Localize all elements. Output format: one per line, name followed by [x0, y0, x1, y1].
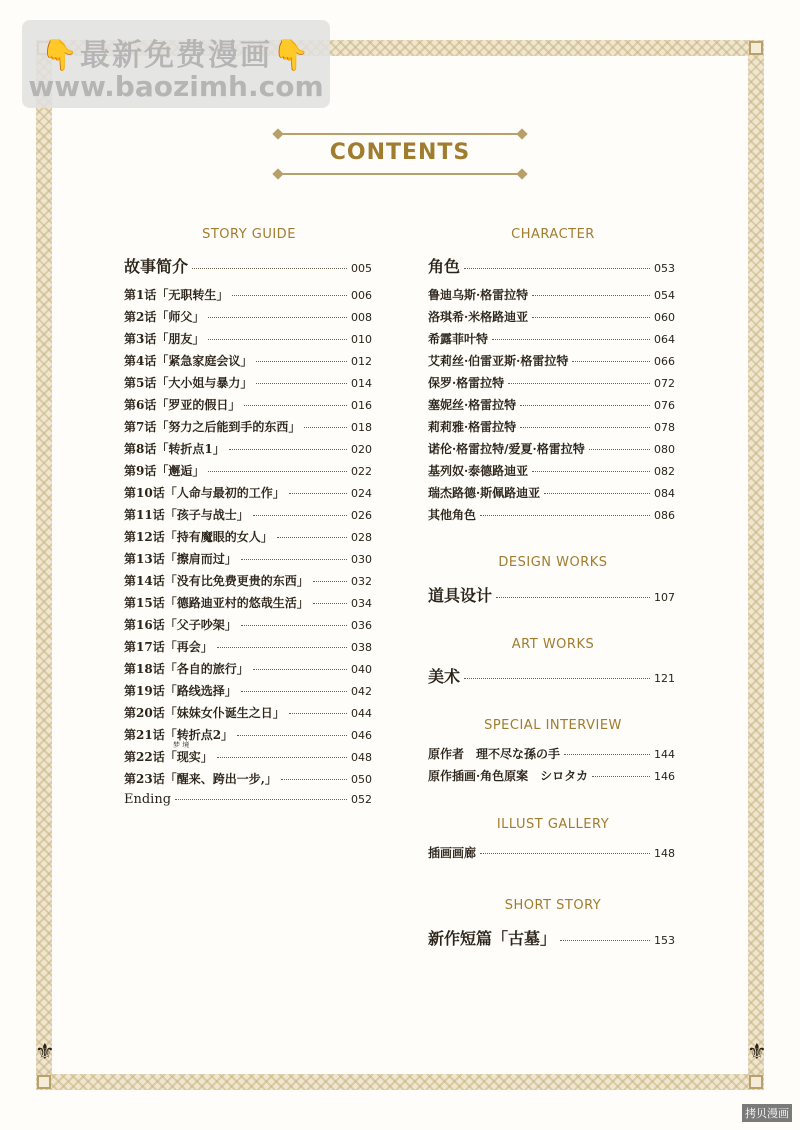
toc-entry-chapter[interactable]: 第9话「邂逅」 022: [124, 464, 372, 478]
corner-watermark: 拷贝漫画: [742, 1104, 792, 1122]
section-heading-design-works: DESIGN WORKS: [498, 555, 608, 570]
title-rule-bottom: [282, 173, 518, 175]
toc-entry-character-item[interactable]: 莉莉雅·格雷拉特 078: [428, 420, 675, 434]
leader-dots: [508, 383, 650, 384]
fleur-ornament-icon: ⚜: [35, 1040, 55, 1065]
leader-dots: [520, 405, 650, 406]
leader-dots: [237, 735, 347, 736]
leader-dots: [208, 339, 347, 340]
leader-dots: [208, 317, 347, 318]
leader-dots: [480, 853, 650, 854]
toc-entry-chapter[interactable]: 第23话「醒来、跨出一步,」 050: [124, 772, 372, 786]
toc-entry-character-item[interactable]: 鲁迪乌斯·格雷拉特 054: [428, 288, 675, 302]
toc-entry-character-item[interactable]: 塞妮丝·格雷拉特 076: [428, 398, 675, 412]
toc-entry-short-story[interactable]: 新作短篇「古墓」 153: [428, 929, 675, 948]
toc-entry-chapter[interactable]: 第18话「各自的旅行」 040: [124, 662, 372, 676]
diamond-ornament-icon: [516, 168, 527, 179]
toc-entry-character-item[interactable]: 诺伦·格雷拉特/爱夏·格雷拉特 080: [428, 442, 675, 456]
frame-bottom-border: [36, 1074, 764, 1090]
frame-corner-tr: [749, 41, 763, 55]
toc-entry-chapter[interactable]: 第3话「朋友」 010: [124, 332, 372, 346]
leader-dots: [304, 427, 347, 428]
toc-entry-chapter[interactable]: 第2话「师父」 008: [124, 310, 372, 324]
watermark-url: www.baozimh.com: [28, 70, 324, 103]
leader-dots: [175, 799, 347, 800]
leader-dots: [256, 383, 347, 384]
leader-dots: [532, 471, 650, 472]
leader-dots: [464, 268, 650, 269]
frame-left-border: [35, 40, 55, 1090]
toc-entry-interview-illustrator[interactable]: 原作插画·角色原案 シロタカ 146: [428, 769, 675, 783]
frame-corner-br: [749, 1075, 763, 1089]
leader-dots: [256, 361, 347, 362]
leader-dots: [241, 625, 347, 626]
pointing-hand-icon: 👇: [272, 38, 312, 73]
leader-dots: [241, 691, 347, 692]
leader-dots: [592, 776, 650, 777]
leader-dots: [520, 427, 650, 428]
leader-dots: [532, 317, 650, 318]
section-heading-special-interview: SPECIAL INTERVIEW: [484, 718, 622, 733]
leader-dots: [313, 603, 347, 604]
leader-dots: [244, 405, 347, 406]
contents-header: [272, 126, 528, 182]
toc-entry-chapter[interactable]: 第1话「无职转生」 006: [124, 288, 372, 302]
leader-dots: [192, 268, 347, 269]
toc-entry-art-works[interactable]: 美术 121: [428, 667, 675, 686]
toc-entry-chapter[interactable]: 第12话「持有魔眼的女人」 028: [124, 530, 372, 544]
leader-dots: [464, 678, 650, 679]
section-heading-short-story: SHORT STORY: [504, 898, 602, 913]
leader-dots: [229, 449, 347, 450]
leader-dots: [277, 537, 347, 538]
frame-corner-bl: [37, 1075, 51, 1089]
toc-entry-character-item[interactable]: 其他角色 086: [428, 508, 675, 522]
leader-dots: [253, 669, 347, 670]
toc-entry-chapter[interactable]: 第4话「紧急家庭会议」 012: [124, 354, 372, 368]
toc-entry-chapter[interactable]: 第15话「德路迪亚村的悠哉生活」 034: [124, 596, 372, 610]
leader-dots: [492, 339, 650, 340]
toc-entry-summary[interactable]: 故事简介 005: [124, 257, 372, 276]
leader-dots: [572, 361, 650, 362]
page-title: CONTENTS: [329, 140, 471, 165]
leader-dots: [208, 471, 347, 472]
leader-dots: [313, 581, 347, 582]
leader-dots: [289, 493, 347, 494]
leader-dots: [496, 597, 650, 598]
leader-dots: [589, 449, 650, 450]
leader-dots: [480, 515, 650, 516]
toc-entry-interview-author[interactable]: 原作者 理不尽な孫の手 144: [428, 747, 675, 761]
frame-right-border: [747, 40, 767, 1090]
pointing-hand-icon: 👇: [40, 38, 80, 73]
toc-entry-character[interactable]: 角色 053: [428, 257, 675, 276]
toc-entry-illust-gallery[interactable]: 插画画廊 148: [428, 846, 675, 860]
toc-entry-chapter[interactable]: 第11话「孩子与战士」 026: [124, 508, 372, 522]
leader-dots: [281, 779, 347, 780]
leader-dots: [217, 757, 347, 758]
toc-entry-ending[interactable]: Ending 052: [124, 792, 372, 807]
diamond-ornament-icon: [272, 168, 283, 179]
toc-entry-character-item[interactable]: 基列奴·泰德路迪亚 082: [428, 464, 675, 478]
leader-dots: [560, 940, 650, 941]
toc-entry-chapter[interactable]: 第17话「再会」 038: [124, 640, 372, 654]
watermark-banner: [22, 20, 330, 108]
toc-entry-chapter[interactable]: 第8话「转折点1」 020: [124, 442, 372, 456]
toc-entry-chapter[interactable]: 第13话「擦肩而过」 030: [124, 552, 372, 566]
toc-entry-character-item[interactable]: 保罗·格雷拉特 072: [428, 376, 675, 390]
section-heading-character: CHARACTER: [511, 227, 595, 242]
toc-entry-character-item[interactable]: 洛琪希·米格路迪亚 060: [428, 310, 675, 324]
watermark-text: 👇最新免费漫画👇: [40, 38, 312, 73]
leader-dots: [253, 515, 347, 516]
toc-entry-chapter[interactable]: 第21话「转折点2」 046: [124, 728, 372, 742]
toc-entry-chapter[interactable]: 第6话「罗亚的假日」 016: [124, 398, 372, 412]
toc-entry-character-item[interactable]: 希露菲叶特 064: [428, 332, 675, 346]
toc-entry-chapter[interactable]: 第10话「人命与最初的工作」 024: [124, 486, 372, 500]
title-rule-top: [282, 133, 518, 135]
toc-entry-chapter[interactable]: 第5话「大小姐与暴力」 014: [124, 376, 372, 390]
toc-entry-chapter[interactable]: 第19话「路线选择」 042: [124, 684, 372, 698]
toc-entry-chapter[interactable]: 第16话「父子吵架」 036: [124, 618, 372, 632]
toc-entry-chapter[interactable]: 第14话「没有比免费更贵的东西」 032: [124, 574, 372, 588]
section-heading-illust-gallery: ILLUST GALLERY: [496, 817, 610, 832]
section-heading-story-guide: STORY GUIDE: [202, 227, 296, 242]
leader-dots: [217, 647, 347, 648]
section-heading-art-works: ART WORKS: [511, 637, 595, 652]
toc-entry-character-item[interactable]: 瑞杰路德·斯佩路迪亚 084: [428, 486, 675, 500]
diamond-ornament-icon: [272, 128, 283, 139]
leader-dots: [532, 295, 650, 296]
leader-dots: [232, 295, 347, 296]
ruby-annotation: 梦 境: [173, 741, 190, 749]
fleur-ornament-icon: ⚜: [747, 1040, 767, 1065]
diamond-ornament-icon: [516, 128, 527, 139]
toc-entry-chapter[interactable]: 第22话「现实」 048 梦 境: [124, 741, 372, 764]
leader-dots: [241, 559, 347, 560]
leader-dots: [289, 713, 347, 714]
toc-entry-chapter[interactable]: 第20话「妹妹女仆诞生之日」 044: [124, 706, 372, 720]
leader-dots: [544, 493, 650, 494]
toc-entry-character-item[interactable]: 艾莉丝·伯雷亚斯·格雷拉特 066: [428, 354, 675, 368]
toc-entry-design-works[interactable]: 道具设计 107: [428, 586, 675, 605]
toc-entry-chapter[interactable]: 第7话「努力之后能到手的东西」 018: [124, 420, 372, 434]
leader-dots: [564, 754, 650, 755]
